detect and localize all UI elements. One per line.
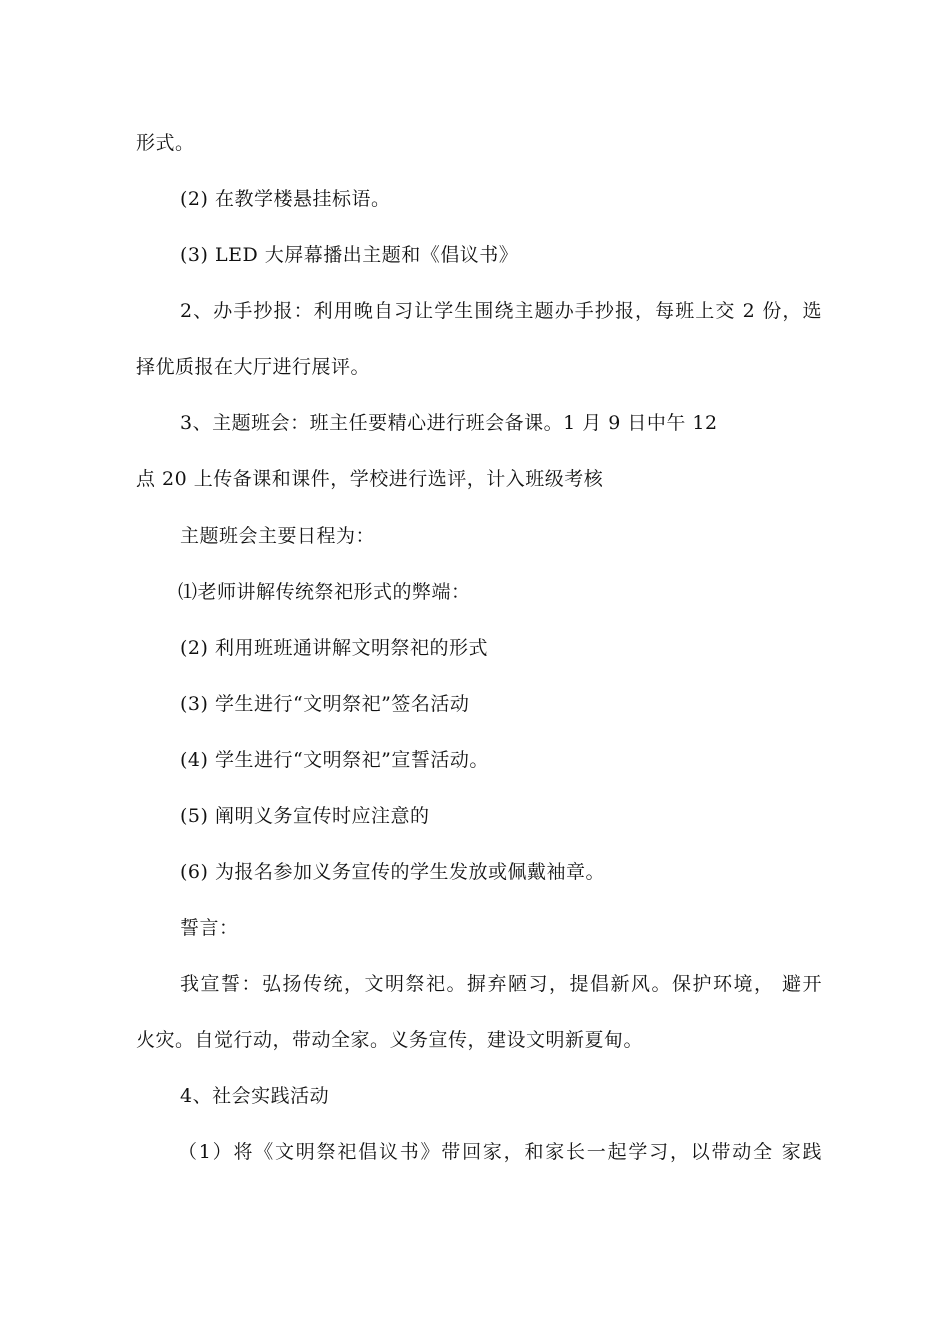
paragraph-line: 我宣誓：弘扬传统，文明祭祀。摒弃陋习，提倡新风。保护环境， 避开 xyxy=(180,973,822,995)
paragraph-line: 点 20 上传备课和课件，学校进行选评，计入班级考核 xyxy=(136,468,604,490)
paragraph-line: 火灾。自觉行动，带动全家。义务宣传，建设文明新夏甸。 xyxy=(136,1029,644,1051)
list-item: (5) 阐明义务宣传时应注意的 xyxy=(180,805,430,827)
paragraph-line: 4、社会实践活动 xyxy=(180,1085,330,1107)
list-item: (4) 学生进行“文明祭祀”宣誓活动。 xyxy=(180,749,489,771)
paragraph-line: (3) LED 大屏幕播出主题和《倡议书》 xyxy=(180,244,519,266)
paragraph-line: 形式。 xyxy=(136,132,195,154)
list-item: ⑴老师讲解传统祭祀形式的弊端： xyxy=(178,581,471,603)
paragraph-line: 择优质报在大厅进行展评。 xyxy=(136,356,371,378)
list-item: (6) 为报名参加义务宣传的学生发放或佩戴袖章。 xyxy=(180,861,605,883)
list-item: (2) 利用班班通讲解文明祭祀的形式 xyxy=(180,637,488,659)
paragraph-line: (2) 在教学楼悬挂标语。 xyxy=(180,188,391,210)
list-item: (3) 学生进行“文明祭祀”签名活动 xyxy=(180,693,470,715)
paragraph-line: 主题班会主要日程为： xyxy=(180,525,376,547)
paragraph-line: （1）将《文明祭祀倡议书》带回家，和家长一起学习，以带动全 家践 xyxy=(178,1141,822,1163)
paragraph-line: 3、主题班会：班主任要精心进行班会备课。1 月 9 日中午 12 xyxy=(180,412,718,434)
paragraph-line: 誓言： xyxy=(180,917,239,939)
paragraph-line: 2、办手抄报：利用晚自习让学生围绕主题办手抄报，每班上交 2 份，选 xyxy=(180,300,822,322)
